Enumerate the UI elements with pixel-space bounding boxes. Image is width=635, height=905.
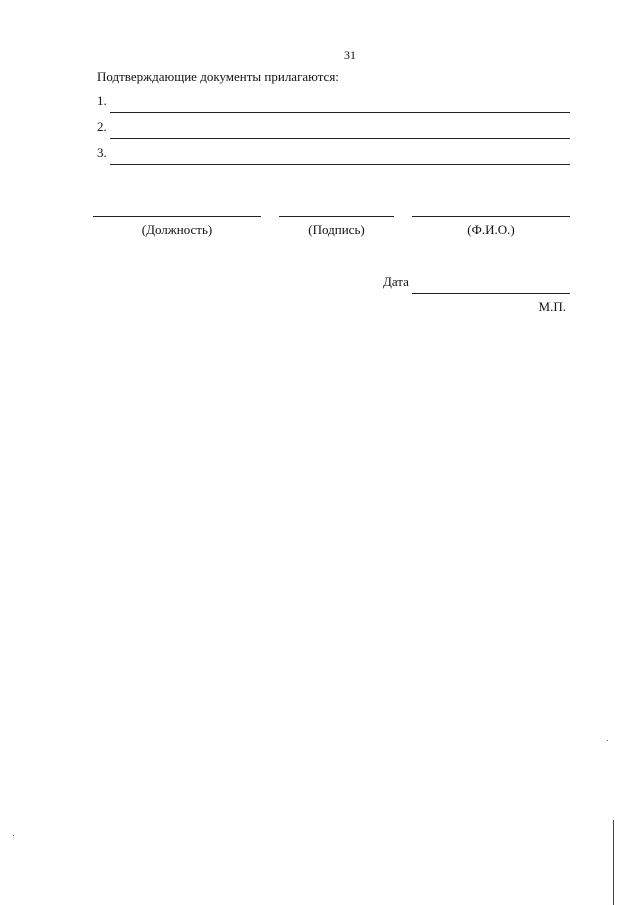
- name-line: [412, 216, 570, 217]
- position-line: [93, 216, 261, 217]
- signature-line: [279, 216, 394, 217]
- list-item-line: [110, 138, 570, 139]
- list-item-line: [110, 164, 570, 165]
- position-caption: (Должность): [141, 222, 213, 237]
- list-item-line: [110, 112, 570, 113]
- page-number: 31: [344, 48, 356, 62]
- date-line: [412, 293, 570, 294]
- list-item-number: 1.: [97, 93, 107, 108]
- date-label: Дата: [383, 274, 409, 289]
- list-item-number: 3.: [97, 145, 107, 160]
- scan-speck: [13, 835, 14, 836]
- signature-caption: (Подпись): [308, 222, 365, 237]
- attached-documents-heading: Подтверждающие документы прилагаются:: [97, 69, 339, 84]
- name-caption: (Ф.И.О.): [467, 222, 515, 237]
- scan-edge-line: [613, 820, 614, 905]
- scan-speck: [607, 740, 608, 741]
- stamp-label: М.П.: [538, 299, 566, 314]
- list-item-number: 2.: [97, 119, 107, 134]
